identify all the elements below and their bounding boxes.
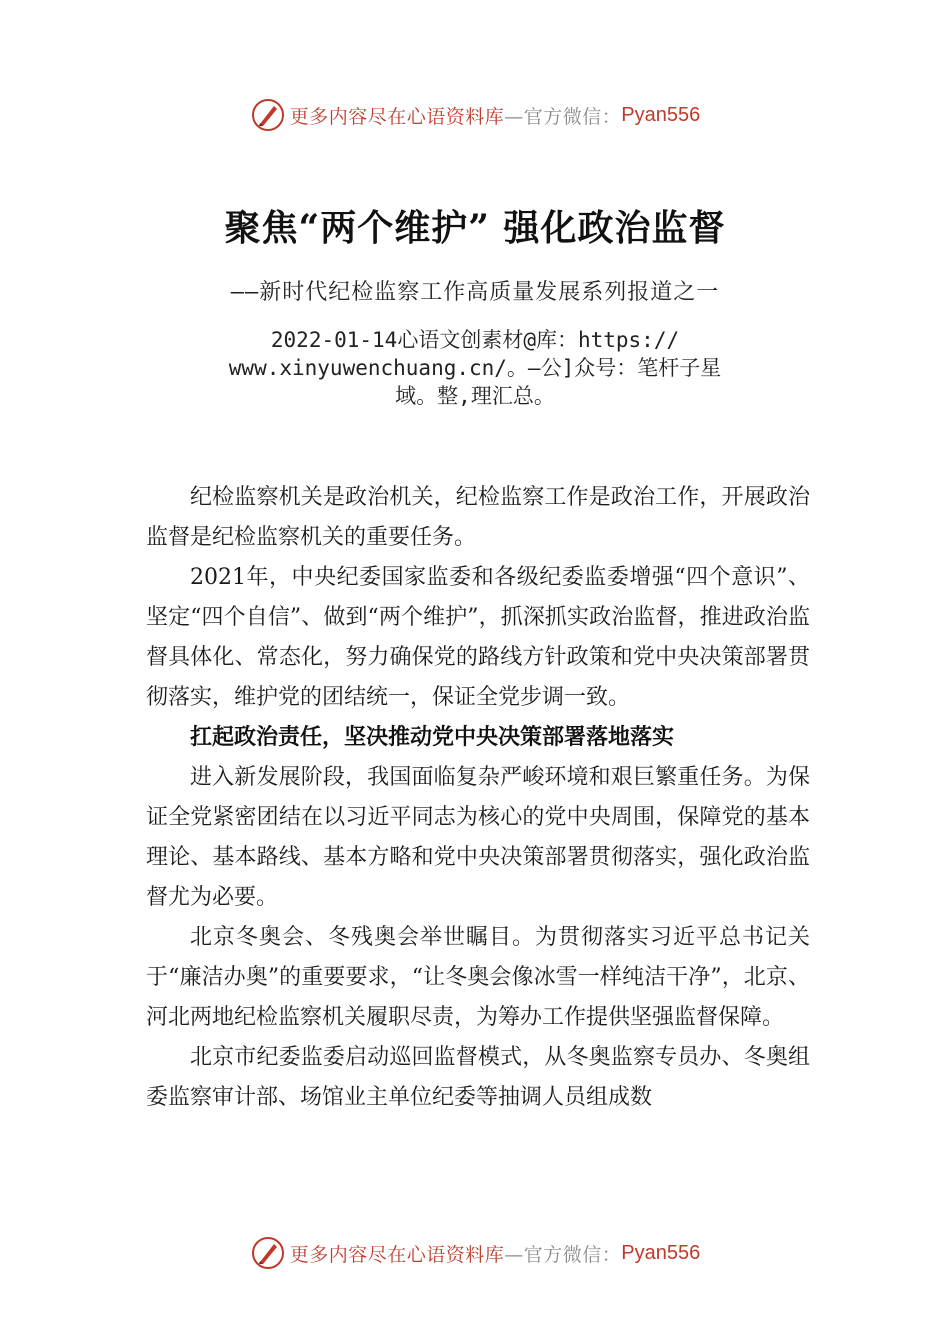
article-title: 聚焦“两个维护” 强化政治监督 — [224, 207, 726, 249]
article-body — [146, 478, 810, 1118]
banner-wechat-id: Pyan556 — [621, 1241, 701, 1264]
meta-line: 2022-01-14心语文创素材@库：https:// — [270, 328, 680, 352]
paragraph: 纪检监察机关是政治机关，纪检监察工作是政治工作，开展政治监督是纪检监察机关的重要任务。 — [146, 485, 810, 550]
meta-line: 域。整,理汇总。 — [395, 384, 555, 408]
header-banner — [0, 95, 950, 135]
paragraph: 北京冬奥会、冬残奥会举世瞩目。为贯彻落实习近平总书记关于“廉洁办奥”的重要要求，“让冬奥会像冰雪一样纯洁干净”，北京、河北两地纪检监察机关履职尽责，为筹办工作提供坚强监督保障。 — [146, 925, 810, 1030]
banner-separator: —官方微信： — [504, 105, 622, 128]
paragraph: 2021年，中央纪委国家监委和各级纪委监委增强“四个意识”、坚定“四个自信”、做到“两个维护”，抓深抓实政治监督，推进政治监督具体化、常态化，努力确保党的路线方针政策和党中央决策部署贯彻落实，维护党的团结统一，保证全党步调一致。 — [146, 565, 810, 710]
article-subtitle: ——新时代纪检监察工作高质量发展系列报道之一 — [230, 280, 720, 305]
section-heading: 扛起政治责任，坚决推动党中央决策部署落地落实 — [190, 725, 675, 750]
quill-logo-icon — [250, 1235, 286, 1271]
meta-line: www.xinyuwenchuang.cn/。—公]众号：笔杆子星 — [228, 356, 722, 380]
paragraph: 进入新发展阶段，我国面临复杂严峻环境和艰巨繁重任务。为保证全党紧密团结在以习近平同志为核心的党中央周围，保障党的基本理论、基本路线、基本方略和党中央决策部署贯彻落实，强化政治监督尤为必要。 — [146, 765, 810, 910]
banner-slogan: 更多内容尽在心语资料库 — [289, 1243, 505, 1266]
banner-wechat-id: Pyan556 — [621, 103, 701, 126]
footer-banner — [0, 1233, 950, 1273]
article-meta — [190, 326, 760, 410]
banner-separator: —官方微信： — [504, 1243, 622, 1266]
paragraph: 北京市纪委监委启动巡回监督模式，从冬奥监察专员办、冬奥组委监察审计部、场馆业主单位纪委等抽调人员组成数 — [146, 1045, 810, 1110]
quill-logo-icon — [250, 97, 286, 133]
banner-slogan: 更多内容尽在心语资料库 — [289, 105, 505, 128]
